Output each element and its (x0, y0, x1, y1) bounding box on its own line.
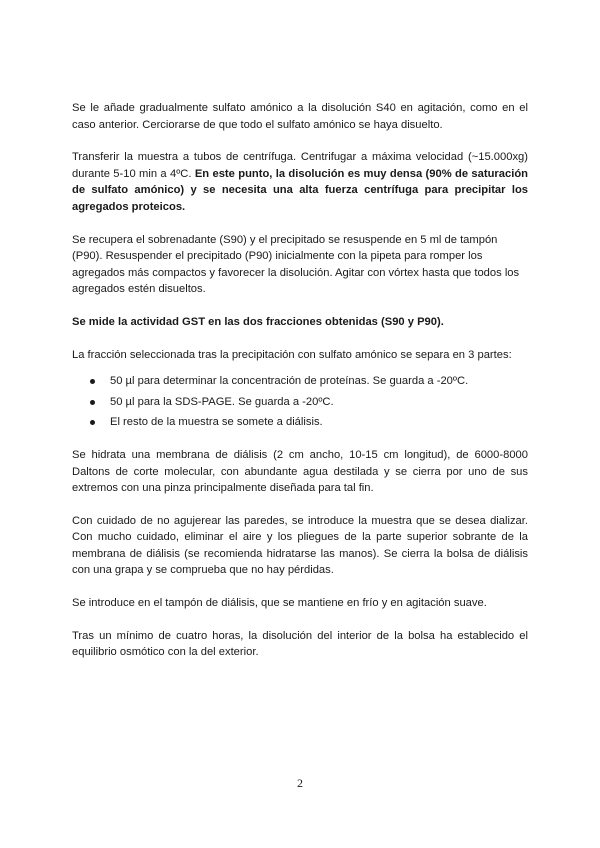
paragraph-resuspend: Se recupera el sobrenadante (S90) y el precipitado se resuspende en 5 ml de tampón (P90). Resuspender el precipitado (P90) inicialmente con la pipeta para romper los agregados más compactos y favorecer la disolución. Agitar con vórtex hasta que todos los agregados estén disueltos. (72, 233, 520, 296)
paragraph-ammonium-sulfate: Se le añade gradualmente sulfato amónico a la disolución S40 en agitación, como en el caso anterior. Cerciorarse de que todo el sulfato amónico se haya disuelto. (72, 102, 528, 131)
paragraph-dialysis-membrane: Se hidrata una membrana de diálisis (2 cm ancho, 10-15 cm longitud), de 6000-8000 Daltons de corte molecular, con abundante agua destilada y se cierra por uno de sus extremos con una pinza principalmente diseñada para tal fin. (72, 448, 528, 495)
list-item-text: 50 µl para determinar la concentración de proteínas. Se guarda a -20ºC. (110, 375, 469, 388)
paragraph-gst-activity: Se mide la actividad GST en las dos fracciones obtenidas (S90 y P90). (72, 315, 444, 328)
paragraph-load-sample: Con cuidado de no agujerear las paredes, se introduce la muestra que se desea dializar. Con mucho cuidado, eliminar el aire y los pliegues de la parte superior sobrante de la membrana de diálisis (se recomienda hidratarse las manos). Se cierra la bolsa de diálisis con una grapa y se comprueba que no hay pérdidas. (72, 514, 528, 577)
page-content (72, 100, 528, 677)
page-number: 2 (297, 776, 303, 790)
list-item (90, 414, 528, 431)
paragraph-centrifuge (72, 149, 528, 215)
centrifuge-note-bold: En este punto, la disolución es muy densa (90% de saturación de sulfato amónico) y se necesita una alta fuerza centrífuga para precipitar los agregados proteicos. (72, 167, 528, 213)
centrifuge-instructions: Transferir la muestra a tubos de centrífuga. Centrifugar a máxima velocidad (~15.000xg) durante 5-10 min a 4ºC. (72, 151, 528, 180)
paragraph-fraction-split: La fracción seleccionada tras la precipitación con sulfato amónico se separa en 3 partes: (72, 348, 512, 361)
list-item-text: El resto de la muestra se somete a diálisis. (110, 416, 323, 429)
paragraph-dialysis-buffer: Se introduce en el tampón de diálisis, que se mantiene en frío y en agitación suave. (72, 597, 487, 610)
fraction-list (72, 373, 528, 431)
list-item (90, 394, 528, 411)
bullet-icon (90, 420, 95, 425)
list-item (90, 373, 528, 390)
list-item-text: 50 µl para la SDS-PAGE. Se guarda a -20ºC. (110, 395, 334, 408)
paragraph-equilibrium: Tras un mínimo de cuatro horas, la disolución del interior de la bolsa ha establecido el equilibrio osmótico con la del exterior. (72, 629, 528, 659)
bullet-icon (90, 379, 95, 384)
bullet-icon (90, 400, 95, 405)
